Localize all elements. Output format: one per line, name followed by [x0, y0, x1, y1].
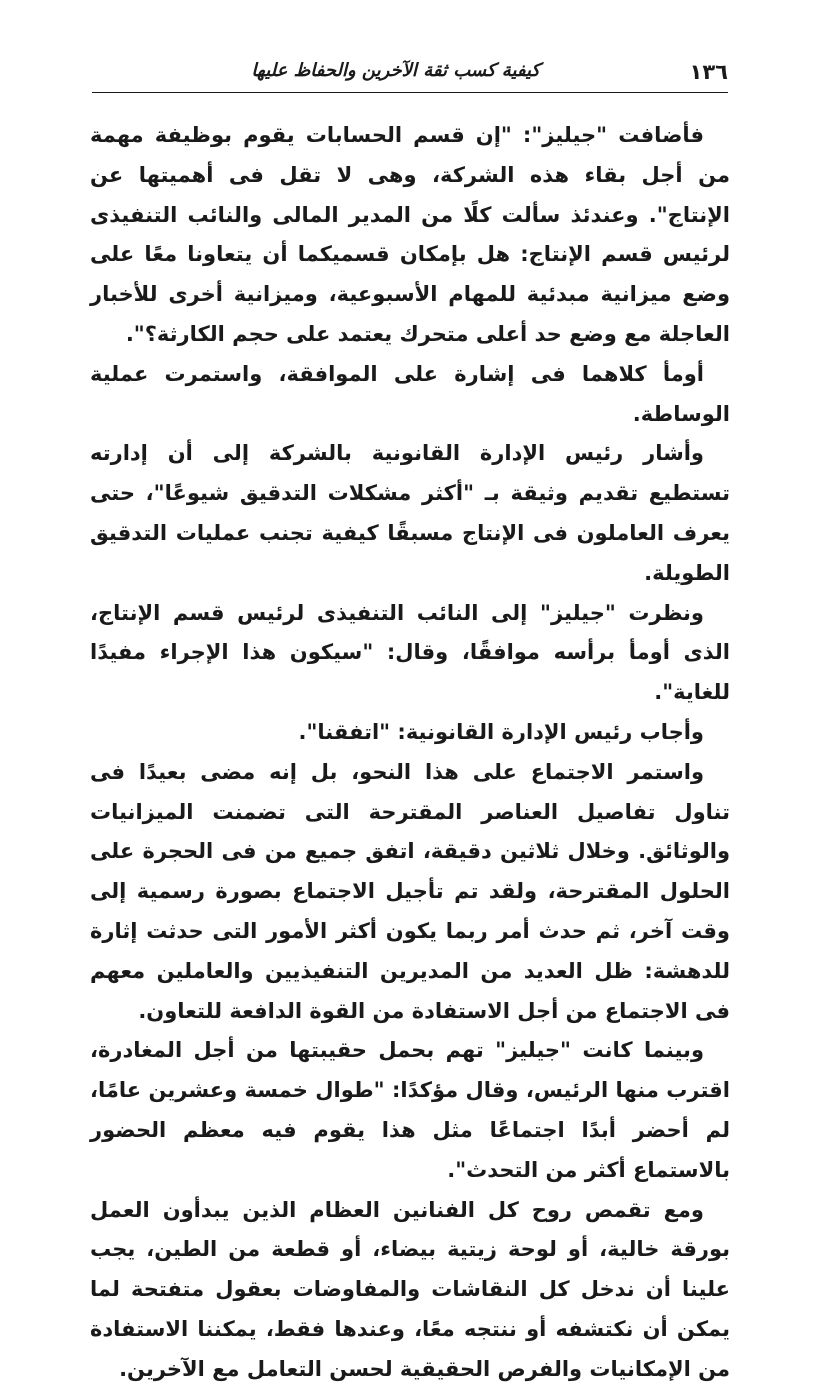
running-header [92, 56, 728, 96]
paragraph: وأشار رئيس الإدارة القانونية بالشركة إلى أن إدارته تستطيع تقديم وثيقة بـ "أكثر مشكلات التدقيق شيوعًا"، حتى يعرف العاملون فى الإنتاج مسبقًا كيفية تجنب عمليات التدقيق الطويلة. [90, 441, 730, 585]
paragraph: وأجاب رئيس الإدارة القانونية: "اتفقنا". [298, 719, 704, 744]
paragraph: ومع تقمص روح كل الفنانين العظام الذين يبدأون العمل بورقة خالية، أو لوحة زيتية بيضاء، أو قطعة من الطين، يجب علينا أن ندخل كل النقاشات والمفاوضات بعقول متفتحة لما يمكن أن نكتشفه أو ننتجه معًا، وعندها فقط، يمكننا الاستفادة من الإمكانيات والفرص الحقيقية لحسن التعامل مع الآخرين. [90, 1197, 730, 1381]
page-number: ١٣٦ [689, 60, 728, 84]
paragraph: وبينما كانت "جيليز" تهم بحمل حقيبتها من أجل المغادرة، اقترب منها الرئيس، وقال مؤكدًا: "طوال خمسة وعشرين عامًا، لم أحضر أبدًا اجتماعًا مثل هذا يقوم فيه معظم الحضور بالاستماع أكثر من التحدث". [90, 1038, 730, 1182]
running-header-title: كيفية كسب ثقة الآخرين والحفاظ عليها [251, 60, 540, 81]
body-text [90, 116, 730, 1390]
header-rule [92, 92, 728, 93]
paragraph: واستمر الاجتماع على هذا النحو، بل إنه مضى بعيدًا فى تناول تفاصيل العناصر المقترحة التى تضمنت الميزانيات والوثائق. وخلال ثلاثين دقيقة، اتفق جميع من فى الحجرة على الحلول المقترحة، ولقد تم تأجيل الاجتماع بصورة رسمية إلى وقت آخر، ثم حدث أمر ربما يكون أكثر الأمور التى حدثت إثارة للدهشة: ظل العديد من المديرين التنفيذيين والعاملين معهم فى الاجتماع من أجل الاستفادة من القوة الدافعة للتعاون. [90, 759, 730, 1023]
paragraph: أومأ كلاهما فى إشارة على الموافقة، واستمرت عملية الوساطة. [90, 361, 730, 426]
paragraph: فأضافت "جيليز": "إن قسم الحسابات يقوم بوظيفة مهمة من أجل بقاء هذه الشركة، وهى لا تقل فى أهميتها عن الإنتاج". وعندئذ سألت كلًا من المدير المالى والنائب التنفيذى لرئيس قسم الإنتاج: هل بإمكان قسميكما أن يتعاونا معًا على وضع ميزانية مبدئية للمهام الأسبوعية، وميزانية أخرى للأخبار العاجلة مع وضع حد أعلى متحرك يعتمد على حجم الكارثة؟". [90, 123, 730, 346]
paragraph: ونظرت "جيليز" إلى النائب التنفيذى لرئيس قسم الإنتاج، الذى أومأ برأسه موافقًا، وقال: "سيكون هذا الإجراء مفيدًا للغاية". [90, 600, 730, 705]
